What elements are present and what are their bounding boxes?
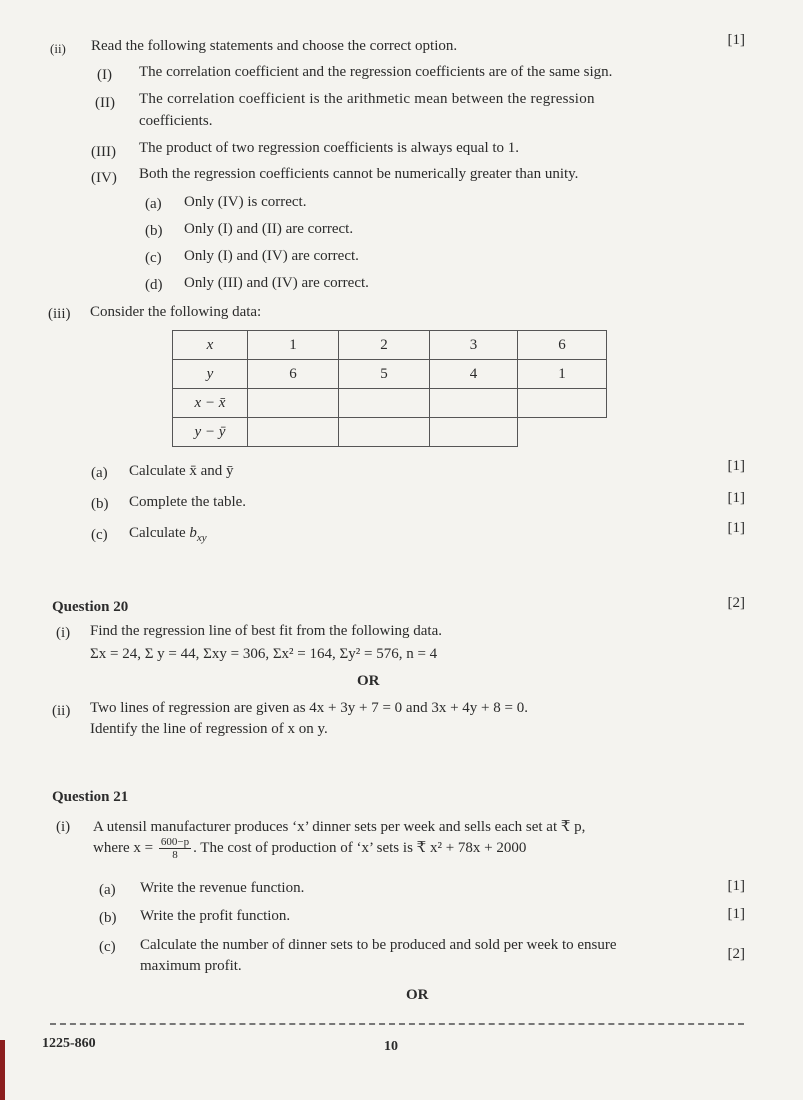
- part-text: Calculate $b_{xy}$: [129, 525, 207, 544]
- question-20-title: Question 20: [52, 599, 129, 615]
- part-text: Complete the table.: [129, 494, 247, 510]
- part-text-cont: maximum profit.: [140, 958, 242, 974]
- q19-ii-number: (ii): [50, 41, 66, 56]
- table-cell: 5: [339, 360, 430, 389]
- part-marks: [1]: [727, 878, 745, 894]
- part-num: (b): [91, 496, 109, 512]
- q21-i-text: A utensil manufacturer produces ‘x’ dinner sets per week and sells each set at ₹ p,: [93, 819, 586, 835]
- part-num: (c): [91, 527, 108, 543]
- table-cell: 1: [248, 331, 339, 360]
- option-num: (a): [145, 196, 162, 212]
- statement-num: (II): [95, 95, 115, 111]
- q20-ii-text-cont: Identify the line of regression of x on y.: [90, 721, 328, 737]
- statement-text: Both the regression coefficients cannot be numerically greater than unity.: [139, 166, 579, 182]
- part-marks: [1]: [727, 490, 745, 506]
- table-row: [173, 331, 607, 360]
- page-edge-shadow: [0, 1040, 5, 1100]
- table-row: [173, 418, 607, 447]
- part-text: Write the revenue function.: [140, 880, 305, 896]
- page-number: 10: [384, 1039, 398, 1054]
- table-row: [173, 360, 607, 389]
- option-num: (d): [145, 277, 163, 293]
- table-cell: 2: [339, 331, 430, 360]
- paper-code: 1225-860: [42, 1036, 96, 1051]
- empty-cell: [518, 389, 607, 418]
- q19-ii-marks: [1]: [727, 32, 745, 48]
- statement-num: (IV): [91, 170, 117, 186]
- option-num: (b): [145, 223, 163, 239]
- empty-cell: [430, 389, 518, 418]
- q20-i-text: Find the regression line of best fit from the following data.: [90, 623, 443, 639]
- part-text: Calculate the number of dinner sets to be produced and sold per week to ensure: [140, 937, 617, 953]
- data-table: [172, 330, 607, 447]
- part-num: (c): [99, 939, 116, 955]
- part-text: Calculate x̄ and ȳ: [129, 463, 234, 479]
- option-text: Only (I) and (IV) are correct.: [184, 248, 359, 264]
- q20-i-data: Σx = 24, Σ y = 44, Σxy = 306, Σx² = 164, Σy² = 576, n = 4: [90, 646, 438, 662]
- row-label: x: [173, 331, 248, 360]
- statement-text: The correlation coefficient and the regression coefficients are of the same sign.: [139, 64, 613, 80]
- q19-iii-stem: Consider the following data:: [90, 304, 262, 320]
- part-marks: [1]: [727, 906, 745, 922]
- empty-cell: [248, 389, 339, 418]
- q20-i-number: (i): [56, 625, 71, 641]
- part-num: (b): [99, 910, 117, 926]
- q20-ii-text: Two lines of regression are given as 4x + 3y + 7 = 0 and 3x + 4y + 8 = 0.: [90, 700, 528, 716]
- empty-cell: [430, 418, 518, 447]
- row-label: y: [173, 360, 248, 389]
- q21-or: OR: [406, 987, 429, 1003]
- part-num: (a): [99, 882, 116, 898]
- statement-text: The correlation coefficient is the arithmetic mean between the regression: [139, 91, 595, 107]
- q21-i-number: (i): [56, 819, 71, 835]
- q21-i-text-cont: where x = $\frac{600-p}{8}$ . The cost of production of ‘x’ sets is ₹ x² + 78x + 2000: [93, 836, 527, 861]
- empty-cell: [339, 389, 430, 418]
- option-text: Only (I) and (II) are correct.: [184, 221, 354, 237]
- part-marks: [1]: [727, 458, 745, 474]
- q19-iii-number: (iii): [48, 306, 71, 322]
- table-row: [173, 389, 607, 418]
- statement-text: The product of two regression coefficients is always equal to 1.: [139, 140, 520, 156]
- fraction: $\frac{600-p}{8}$: [160, 836, 190, 861]
- part-marks: [2]: [727, 946, 745, 962]
- option-text: Only (IV) is correct.: [184, 194, 307, 210]
- table-cell: 4: [430, 360, 518, 389]
- part-num: (a): [91, 465, 108, 481]
- statement-num: (III): [91, 144, 116, 160]
- part-text: Write the profit function.: [140, 908, 291, 924]
- footer-divider: [50, 1023, 744, 1025]
- statement-num: (I): [97, 67, 112, 83]
- q20-or: OR: [357, 673, 380, 689]
- row-label: x − x̄: [173, 389, 248, 418]
- option-num: (c): [145, 250, 162, 266]
- statement-text-cont: coefficients.: [139, 113, 213, 129]
- option-text: Only (III) and (IV) are correct.: [184, 275, 369, 291]
- question-20-marks: [2]: [727, 595, 745, 611]
- part-marks: [1]: [727, 520, 745, 536]
- empty-cell: [339, 418, 430, 447]
- table-cell: 1: [518, 360, 607, 389]
- q20-ii-number: (ii): [52, 703, 71, 719]
- table-cell: 6: [518, 331, 607, 360]
- row-label: y − ȳ: [173, 418, 248, 447]
- question-21-title: Question 21: [52, 789, 129, 805]
- q19-ii-stem: Read the following statements and choose the correct option.: [91, 38, 458, 54]
- table-cell: 3: [430, 331, 518, 360]
- table-cell: 6: [248, 360, 339, 389]
- empty-cell: [248, 418, 339, 447]
